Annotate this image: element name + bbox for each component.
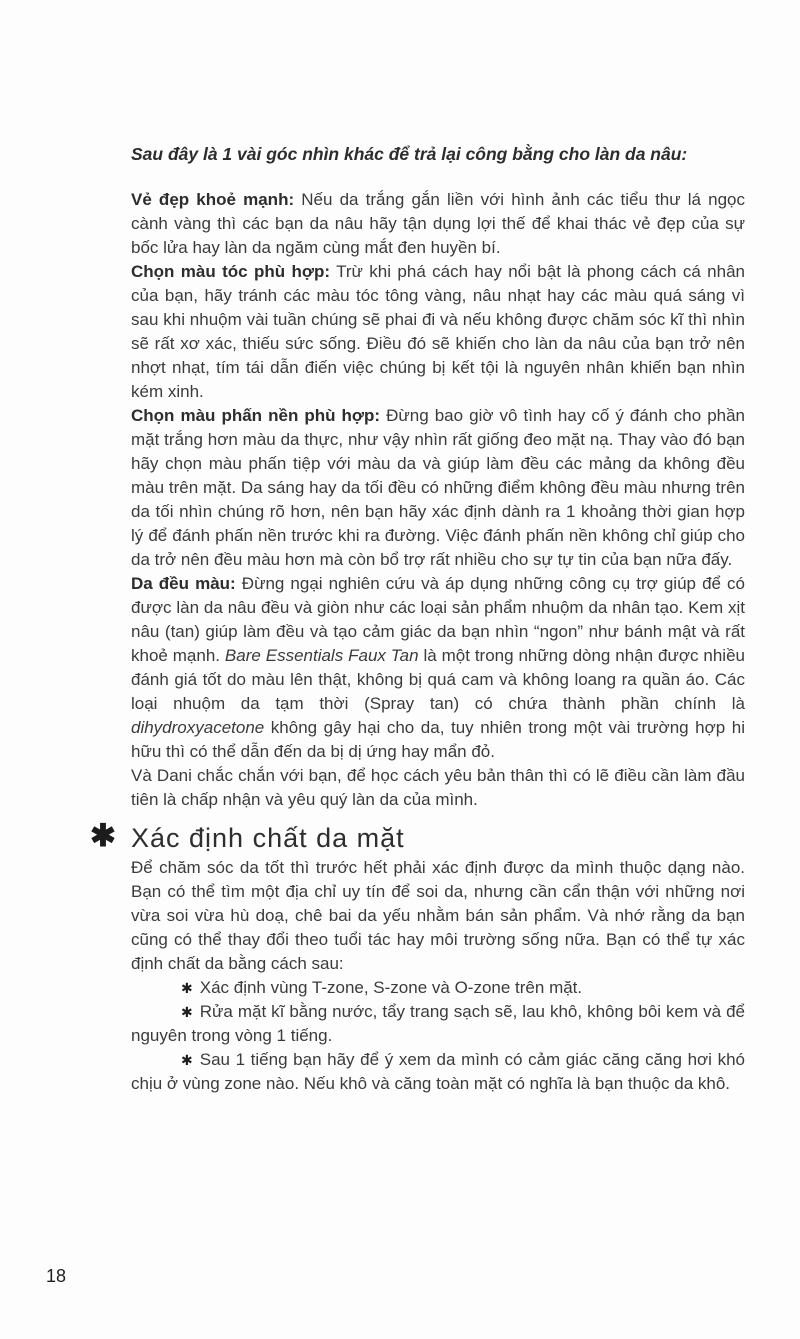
intro-heading: Sau đây là 1 vài góc nhìn khác để trả lại công bằng cho làn da nâu: xyxy=(131,144,688,164)
list-item-text: Rửa mặt kĩ bằng nước, tẩy trang sạch sẽ, lau khô, không bôi kem và để nguyên trong vòng 1 tiếng. xyxy=(131,1002,745,1045)
paragraph-lead: Vẻ đẹp khoẻ mạnh: xyxy=(131,190,295,209)
paragraph-text: không gây hại cho da, tuy nhiên trong một vài trường hợp hi hữu thì có thể dẫn đến da bị dị ứng hay mẩn đỏ. xyxy=(131,718,745,761)
paragraph-text: Đừng ngại nghiên cứu và áp dụng những công cụ trợ giúp để có được làn da nâu đều và giòn như các loại sản phẩm nhuộm da nhân tạo. Kem xịt nâu (tan) giúp làm đều và tạo cảm giác da bạn nhìn “ngon” như bánh mật và rất khoẻ mạnh. xyxy=(131,574,745,665)
page-content xyxy=(90,142,746,1096)
paragraph-hair-color xyxy=(131,260,745,404)
section-title: Xác định chất da mặt xyxy=(131,823,405,853)
section-heading-row xyxy=(90,818,745,854)
product-name-italic: Bare Essentials Faux Tan xyxy=(224,646,419,665)
paragraph-lead: Chọn màu tóc phù hợp: xyxy=(131,262,331,281)
asterisk-icon: ✱ xyxy=(90,818,116,853)
section-intro-text xyxy=(131,856,745,976)
paragraph-foundation-color xyxy=(131,404,745,572)
page-number: 18 xyxy=(46,1266,67,1286)
list-item xyxy=(131,976,745,1000)
asterisk-bullet-icon: ✱ xyxy=(181,1004,193,1020)
list-item xyxy=(131,1000,745,1048)
paragraph-even-skin-tone xyxy=(131,572,745,764)
paragraph-healthy-beauty xyxy=(131,188,745,260)
paragraph-lead: Chọn màu phấn nền phù hợp: xyxy=(131,406,381,425)
paragraph-text: Nếu da trắng gắn liền với hình ảnh các tiểu thư lá ngọc cành vàng thì các bạn da nâu hãy tận dụng lợi thế để khai thác vẻ đẹp của sự bốc lửa hay làn da ngăm cùng mắt đen huyền bí. xyxy=(131,190,745,257)
chemical-name-italic: dihydroxyacetone xyxy=(131,718,265,737)
list-item xyxy=(131,1048,745,1096)
paragraph-text: Để chăm sóc da tốt thì trước hết phải xác định được da mình thuộc dạng nào. Bạn có thể tìm một địa chỉ uy tín để soi da, nhưng cần cẩn thận với những nơi vừa soi vừa hù doạ, chê bai da yếu nhằm bán sản phẩm. Và nhớ rằng da bạn cũng có thể thay đổi theo tuổi tác hay môi trường sống nữa. Bạn có thể tự xác định chất da bằng cách sau: xyxy=(131,858,745,973)
paragraph-text: Đừng bao giờ vô tình hay cố ý đánh cho phần mặt trắng hơn màu da thực, như vậy nhìn rất giống đeo mặt nạ. Thay vào đó bạn hãy chọn màu phấn tiệp với màu da và giúp làm đều các mảng da không đều màu trên mặt. Da sáng hay da tối đều có những điểm không đều màu nhưng trên da tối nhìn chúng rõ hơn, nên bạn hãy xác định dành ra 1 khoảng thời gian hợp lý để đánh phấn nền trước khi ra đường. Việc đánh phấn nền không chỉ giúp cho da trở nên đều màu hơn mà còn bổ trợ rất nhiều cho sự tự tin của bạn nữa đấy. xyxy=(131,406,746,569)
paragraph-text: Trừ khi phá cách hay nổi bật là phong cách cá nhân của bạn, hãy tránh các màu tóc tông vàng, nâu nhạt hay các màu quá sáng vì sau khi nhuộm vài tuần chúng sẽ phai đi và nếu không được chăm sóc kĩ thì nhìn sẽ rất xơ xác, thiếu sức sống. Điều đó sẽ khiến cho làn da nâu của bạn trở nên nhợt nhạt, tím tái dẫn điến việc chúng bị kết tội là nguyên nhân khiến bạn nhìn kém xinh. xyxy=(131,262,745,401)
paragraph-closing xyxy=(131,764,745,812)
paragraph-lead: Da đều màu: xyxy=(131,574,236,593)
paragraph-text: là một trong những dòng nhận được nhiều đánh giá tốt do màu lên thật, không bị quá cam và không loang ra quần áo. Các loại nhuộm da tạm thời (Spray tan) có chứa thành phần chính là xyxy=(131,646,745,713)
asterisk-bullet-icon: ✱ xyxy=(181,980,193,996)
list-item-text: Sau 1 tiếng bạn hãy để ý xem da mình có cảm giác căng căng hơi khó chịu ở vùng zone nào. Nếu khô và căng toàn mặt có nghĩa là bạn thuộc da khô. xyxy=(131,1050,745,1093)
paragraph-text: Và Dani chắc chắn với bạn, để học cách yêu bản thân thì có lẽ điều cần làm đầu tiên là chấp nhận và yêu quý làn da của mình. xyxy=(131,766,745,809)
list-item-text: Xác định vùng T-zone, S-zone và O-zone trên mặt. xyxy=(199,978,583,997)
asterisk-bullet-icon: ✱ xyxy=(181,1052,193,1068)
